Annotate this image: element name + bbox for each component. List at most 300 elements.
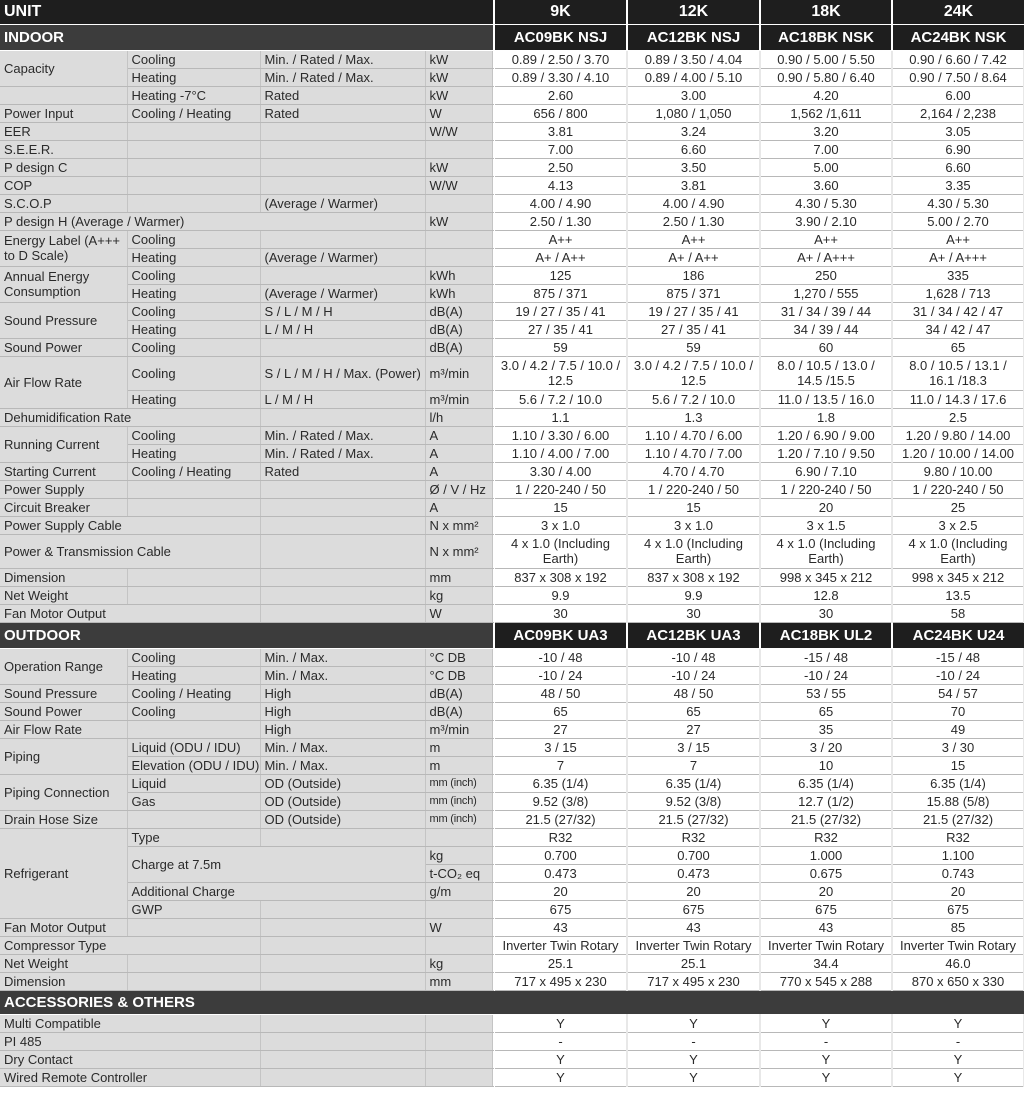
row-unit: kW (425, 212, 492, 230)
table-row (0, 498, 1024, 516)
row-unit: N x mm² (425, 534, 492, 568)
row-condition: L / M / H (260, 390, 425, 408)
table-row (0, 480, 1024, 498)
table-row (0, 720, 1024, 738)
outdoor-section-header (0, 622, 1024, 648)
value-cell: 65 (892, 338, 1024, 356)
value-cell: 5.6 / 7.2 / 10.0 (627, 390, 760, 408)
value-cell: Inverter Twin Rotary (892, 936, 1024, 954)
table-row (0, 1050, 1024, 1068)
table-row (0, 756, 1024, 774)
value-cell: -10 / 24 (760, 666, 892, 684)
value-cell: - (760, 1032, 892, 1050)
value-cell: 3 / 30 (892, 738, 1024, 756)
value-cell: 20 (892, 882, 1024, 900)
value-cell: Inverter Twin Rotary (760, 936, 892, 954)
value-cell: 13.5 (892, 586, 1024, 604)
value-cell: 998 x 345 x 212 (892, 568, 1024, 586)
table-row (0, 648, 1024, 666)
unit-header-row (0, 0, 1024, 24)
row-condition: S / L / M / H (260, 302, 425, 320)
value-cell: Y (760, 1068, 892, 1086)
value-cell: 0.675 (760, 864, 892, 882)
value-cell: Y (627, 1068, 760, 1086)
value-cell: Y (494, 1050, 627, 1068)
value-cell: 21.5 (27/32) (494, 810, 627, 828)
row-sub-label: Type (127, 828, 260, 846)
value-cell: 46.0 (892, 954, 1024, 972)
value-cell: 250 (760, 266, 892, 284)
value-cell: 4.70 / 4.70 (627, 462, 760, 480)
row-unit: °C DB (425, 666, 492, 684)
value-cell: 656 / 800 (494, 104, 627, 122)
row-label: Power Supply Cable (0, 516, 260, 534)
value-cell: 65 (760, 702, 892, 720)
value-cell: 870 x 650 x 330 (892, 972, 1024, 990)
value-cell: A++ (760, 230, 892, 248)
value-cell: 43 (494, 918, 627, 936)
row-unit: mm (425, 568, 492, 586)
value-cell: 54 / 57 (892, 684, 1024, 702)
value-cell: 48 / 50 (627, 684, 760, 702)
value-cell: 1.20 / 7.10 / 9.50 (760, 444, 892, 462)
row-label: Dehumidification Rate (0, 408, 260, 426)
table-row (0, 604, 1024, 622)
row-label: Fan Motor Output (0, 604, 260, 622)
value-cell: 0.90 / 5.80 / 6.40 (760, 68, 892, 86)
value-cell: Y (494, 1068, 627, 1086)
row-sub-label: Gas (127, 792, 260, 810)
accessories-section-header (0, 990, 1024, 1014)
table-row (0, 666, 1024, 684)
value-cell: 770 x 545 x 288 (760, 972, 892, 990)
value-cell: 3 x 1.0 (627, 516, 760, 534)
row-condition: OD (Outside) (260, 774, 425, 792)
value-cell: 9.80 / 10.00 (892, 462, 1024, 480)
row-label: Drain Hose Size (0, 810, 127, 828)
value-cell: 1,562 /1,611 (760, 104, 892, 122)
table-row (0, 918, 1024, 936)
value-cell: A+ / A++ (494, 248, 627, 266)
model-name: AC18BK NSK (760, 24, 892, 50)
row-unit: kg (425, 954, 492, 972)
row-unit: W (425, 104, 492, 122)
value-cell: 35 (760, 720, 892, 738)
section-title: ACCESSORIES & OTHERS (0, 990, 1024, 1014)
row-unit: kW (425, 158, 492, 176)
value-cell: 675 (494, 900, 627, 918)
table-row (0, 828, 1024, 846)
value-cell: 27 / 35 / 41 (494, 320, 627, 338)
value-cell: - (627, 1032, 760, 1050)
capacity-col-24k: 24K (892, 0, 1024, 24)
row-sub-label: Cooling (127, 302, 260, 320)
value-cell: 3.24 (627, 122, 760, 140)
value-cell: 1,080 / 1,050 (627, 104, 760, 122)
value-cell: A+ / A+++ (760, 248, 892, 266)
row-label: Sound Power (0, 702, 127, 720)
table-row (0, 230, 1024, 248)
table-row (0, 738, 1024, 756)
row-unit: A (425, 498, 492, 516)
value-cell: 1.20 / 9.80 / 14.00 (892, 426, 1024, 444)
value-cell: 2.60 (494, 86, 627, 104)
value-cell: 21.5 (27/32) (892, 810, 1024, 828)
value-cell: 4 x 1.0 (Including Earth) (760, 534, 892, 568)
section-title: OUTDOOR (0, 622, 494, 648)
table-row (0, 338, 1024, 356)
model-name: AC24BK NSK (892, 24, 1024, 50)
row-sub-label: Cooling (127, 426, 260, 444)
row-unit: A (425, 462, 492, 480)
row-label: S.C.O.P (0, 194, 127, 212)
value-cell: 6.35 (1/4) (892, 774, 1024, 792)
row-unit: kW (425, 50, 492, 68)
value-cell: 4 x 1.0 (Including Earth) (892, 534, 1024, 568)
value-cell: 3.81 (494, 122, 627, 140)
value-cell: 0.90 / 7.50 / 8.64 (892, 68, 1024, 86)
row-label: COP (0, 176, 127, 194)
value-cell: 12.8 (760, 586, 892, 604)
row-label: Net Weight (0, 954, 127, 972)
value-cell: 3.20 (760, 122, 892, 140)
value-cell: 20 (494, 882, 627, 900)
row-label: Sound Pressure (0, 302, 127, 338)
row-condition: Min. / Rated / Max. (260, 444, 425, 462)
value-cell: 0.473 (494, 864, 627, 882)
row-condition: L / M / H (260, 320, 425, 338)
value-cell: 7.00 (494, 140, 627, 158)
row-unit: °C DB (425, 648, 492, 666)
row-condition: High (260, 702, 425, 720)
value-cell: A+ / A++ (627, 248, 760, 266)
table-row (0, 1032, 1024, 1050)
value-cell: 0.89 / 3.30 / 4.10 (494, 68, 627, 86)
row-label: Air Flow Rate (0, 720, 127, 738)
row-unit: m (425, 738, 492, 756)
row-label: Annual Energy Consumption (0, 266, 127, 302)
row-sub-label: Heating (127, 320, 260, 338)
row-condition: Min. / Max. (260, 738, 425, 756)
row-sub-label: Cooling (127, 356, 260, 390)
value-cell: 27 (494, 720, 627, 738)
table-row (0, 50, 1024, 68)
value-cell: 3.35 (892, 176, 1024, 194)
value-cell: 4 x 1.0 (Including Earth) (627, 534, 760, 568)
row-sub-label: Charge at 7.5m (127, 846, 425, 882)
value-cell: 3.60 (760, 176, 892, 194)
row-sub-label: Liquid (127, 774, 260, 792)
value-cell: A+ / A+++ (892, 248, 1024, 266)
table-row (0, 426, 1024, 444)
table-row (0, 586, 1024, 604)
value-cell: 11.0 / 14.3 / 17.6 (892, 390, 1024, 408)
row-unit: dB(A) (425, 338, 492, 356)
table-row (0, 462, 1024, 480)
value-cell: 0.90 / 5.00 / 5.50 (760, 50, 892, 68)
row-unit: mm (inch) (425, 774, 492, 792)
row-label: Piping Connection (0, 774, 127, 810)
value-cell: 186 (627, 266, 760, 284)
value-cell: 875 / 371 (627, 284, 760, 302)
value-cell: 9.9 (494, 586, 627, 604)
value-cell: 1.3 (627, 408, 760, 426)
row-unit: m³/min (425, 390, 492, 408)
table-row (0, 810, 1024, 828)
value-cell: 15 (892, 756, 1024, 774)
table-row (0, 702, 1024, 720)
row-unit: W/W (425, 176, 492, 194)
table-row (0, 104, 1024, 122)
table-row (0, 320, 1024, 338)
value-cell: 9.52 (3/8) (627, 792, 760, 810)
capacity-col-9k: 9K (494, 0, 627, 24)
value-cell: 21.5 (27/32) (760, 810, 892, 828)
value-cell: 1.20 / 10.00 / 14.00 (892, 444, 1024, 462)
row-label: Dimension (0, 972, 127, 990)
value-cell: -10 / 24 (627, 666, 760, 684)
row-label: Power Input (0, 104, 127, 122)
value-cell: 48 / 50 (494, 684, 627, 702)
row-label: Power & Transmission Cable (0, 534, 260, 568)
value-cell: - (494, 1032, 627, 1050)
value-cell: 4.00 / 4.90 (627, 194, 760, 212)
value-cell: 1.8 (760, 408, 892, 426)
row-unit: m³/min (425, 720, 492, 738)
value-cell: 11.0 / 13.5 / 16.0 (760, 390, 892, 408)
value-cell: 6.60 (892, 158, 1024, 176)
value-cell: 1.20 / 6.90 / 9.00 (760, 426, 892, 444)
value-cell: 3.30 / 4.00 (494, 462, 627, 480)
row-label: Dry Contact (0, 1050, 260, 1068)
row-unit: m³/min (425, 356, 492, 390)
value-cell: 1,628 / 713 (892, 284, 1024, 302)
value-cell: 43 (627, 918, 760, 936)
table-row (0, 284, 1024, 302)
value-cell: -10 / 24 (892, 666, 1024, 684)
row-unit: kg (425, 586, 492, 604)
table-row (0, 86, 1024, 104)
value-cell: 58 (892, 604, 1024, 622)
row-unit: dB(A) (425, 320, 492, 338)
value-cell: 717 x 495 x 230 (627, 972, 760, 990)
value-cell: R32 (760, 828, 892, 846)
row-condition: OD (Outside) (260, 792, 425, 810)
row-label: Sound Power (0, 338, 127, 356)
value-cell: 34.4 (760, 954, 892, 972)
row-condition: High (260, 720, 425, 738)
row-label: Compressor Type (0, 936, 260, 954)
table-row (0, 516, 1024, 534)
value-cell: 0.89 / 2.50 / 3.70 (494, 50, 627, 68)
value-cell: Inverter Twin Rotary (627, 936, 760, 954)
table-row (0, 568, 1024, 586)
table-row (0, 444, 1024, 462)
table-row (0, 122, 1024, 140)
value-cell: Y (760, 1014, 892, 1032)
value-cell: - (892, 1032, 1024, 1050)
row-unit: mm (inch) (425, 810, 492, 828)
row-unit: dB(A) (425, 702, 492, 720)
value-cell: Y (892, 1014, 1024, 1032)
row-condition: Min. / Rated / Max. (260, 426, 425, 444)
row-condition: OD (Outside) (260, 810, 425, 828)
value-cell: 34 / 42 / 47 (892, 320, 1024, 338)
table-row (0, 684, 1024, 702)
table-row (0, 846, 1024, 864)
value-cell: 3 / 20 (760, 738, 892, 756)
row-sub-label: Heating (127, 284, 260, 302)
row-sub-label: Heating (127, 666, 260, 684)
value-cell: 837 x 308 x 192 (627, 568, 760, 586)
value-cell: 1.10 / 4.70 / 6.00 (627, 426, 760, 444)
value-cell: 12.7 (1/2) (760, 792, 892, 810)
value-cell: 6.00 (892, 86, 1024, 104)
row-label: Power Supply (0, 480, 127, 498)
value-cell: 8.0 / 10.5 / 13.0 / 14.5 /15.5 (760, 356, 892, 390)
value-cell: 53 / 55 (760, 684, 892, 702)
row-condition: (Average / Warmer) (260, 248, 425, 266)
row-label: Running Current (0, 426, 127, 462)
row-sub-label: Cooling (127, 338, 260, 356)
table-row (0, 936, 1024, 954)
value-cell: Y (627, 1014, 760, 1032)
model-name: AC12BK NSJ (627, 24, 760, 50)
value-cell: 30 (494, 604, 627, 622)
value-cell: 675 (627, 900, 760, 918)
row-sub-label: Heating -7°C (127, 86, 260, 104)
value-cell: 4.13 (494, 176, 627, 194)
value-cell: 1.1 (494, 408, 627, 426)
row-label: Energy Label (A+++ to D Scale) (0, 230, 127, 266)
value-cell: 1.10 / 3.30 / 6.00 (494, 426, 627, 444)
row-unit: mm (425, 972, 492, 990)
row-unit: m (425, 756, 492, 774)
value-cell: 19 / 27 / 35 / 41 (494, 302, 627, 320)
value-cell: 19 / 27 / 35 / 41 (627, 302, 760, 320)
value-cell: 10 (760, 756, 892, 774)
model-name: AC18BK UL2 (760, 622, 892, 648)
value-cell: R32 (892, 828, 1024, 846)
value-cell: 4 x 1.0 (Including Earth) (494, 534, 627, 568)
value-cell: A++ (627, 230, 760, 248)
value-cell: 6.90 (892, 140, 1024, 158)
value-cell: 85 (892, 918, 1024, 936)
row-label: Refrigerant (0, 828, 127, 918)
value-cell: 0.743 (892, 864, 1024, 882)
value-cell: 3.05 (892, 122, 1024, 140)
table-row (0, 1068, 1024, 1086)
value-cell: 1 / 220-240 / 50 (627, 480, 760, 498)
value-cell: 0.90 / 6.60 / 7.42 (892, 50, 1024, 68)
row-condition: Rated (260, 462, 425, 480)
row-unit: Ø / V / Hz (425, 480, 492, 498)
value-cell: 20 (627, 882, 760, 900)
value-cell: 9.9 (627, 586, 760, 604)
row-condition: (Average / Warmer) (260, 194, 425, 212)
table-row (0, 140, 1024, 158)
row-label: Air Flow Rate (0, 356, 127, 408)
table-row (0, 212, 1024, 230)
table-row (0, 248, 1024, 266)
value-cell: 31 / 34 / 42 / 47 (892, 302, 1024, 320)
value-cell: Y (892, 1050, 1024, 1068)
row-label: Sound Pressure (0, 684, 127, 702)
value-cell: 3.0 / 4.2 / 7.5 / 10.0 / 12.5 (627, 356, 760, 390)
value-cell: 27 / 35 / 41 (627, 320, 760, 338)
value-cell: 2.5 (892, 408, 1024, 426)
row-sub-label: Cooling (127, 702, 260, 720)
value-cell: 2.50 (494, 158, 627, 176)
row-label: Capacity (0, 50, 127, 86)
value-cell: 65 (627, 702, 760, 720)
value-cell: 125 (494, 266, 627, 284)
row-label: PI 485 (0, 1032, 260, 1050)
value-cell: 6.60 (627, 140, 760, 158)
value-cell: R32 (494, 828, 627, 846)
row-sub-label: Elevation (ODU / IDU) (127, 756, 260, 774)
table-row (0, 356, 1024, 390)
value-cell: 1.100 (892, 846, 1024, 864)
row-sub-label: Cooling / Heating (127, 462, 260, 480)
row-label: Multi Compatible (0, 1014, 260, 1032)
row-sub-label: Cooling (127, 648, 260, 666)
model-name: AC09BK UA3 (494, 622, 627, 648)
value-cell: 1.10 / 4.70 / 7.00 (627, 444, 760, 462)
value-cell: 5.00 (760, 158, 892, 176)
row-label: Operation Range (0, 648, 127, 684)
value-cell: -10 / 48 (627, 648, 760, 666)
value-cell: 1,270 / 555 (760, 284, 892, 302)
value-cell: -10 / 48 (494, 648, 627, 666)
value-cell: 7.00 (760, 140, 892, 158)
value-cell: 3 x 1.5 (760, 516, 892, 534)
table-row (0, 68, 1024, 86)
value-cell: 6.35 (1/4) (494, 774, 627, 792)
row-unit: g/m (425, 882, 492, 900)
value-cell: 875 / 371 (494, 284, 627, 302)
row-condition: High (260, 684, 425, 702)
value-cell: 0.700 (494, 846, 627, 864)
row-unit: W (425, 604, 492, 622)
row-label: P design C (0, 158, 127, 176)
value-cell: 5.00 / 2.70 (892, 212, 1024, 230)
row-sub-label: Cooling (127, 230, 260, 248)
value-cell: Y (627, 1050, 760, 1068)
table-row (0, 408, 1024, 426)
value-cell: 4.20 (760, 86, 892, 104)
value-cell: R32 (627, 828, 760, 846)
row-sub-label: Heating (127, 68, 260, 86)
value-cell: 0.473 (627, 864, 760, 882)
row-label: EER (0, 122, 127, 140)
row-unit: A (425, 444, 492, 462)
row-sub-label: Heating (127, 248, 260, 266)
value-cell: 21.5 (27/32) (627, 810, 760, 828)
value-cell: 7 (627, 756, 760, 774)
row-unit: t-CO₂ eq (425, 864, 492, 882)
table-row (0, 900, 1024, 918)
model-name: AC09BK NSJ (494, 24, 627, 50)
row-label: Wired Remote Controller (0, 1068, 260, 1086)
value-cell: 1.10 / 4.00 / 7.00 (494, 444, 627, 462)
table-row (0, 176, 1024, 194)
row-condition: (Average / Warmer) (260, 284, 425, 302)
row-label: Circuit Breaker (0, 498, 127, 516)
value-cell: 3 x 2.5 (892, 516, 1024, 534)
value-cell: 60 (760, 338, 892, 356)
row-sub-label: Cooling / Heating (127, 104, 260, 122)
